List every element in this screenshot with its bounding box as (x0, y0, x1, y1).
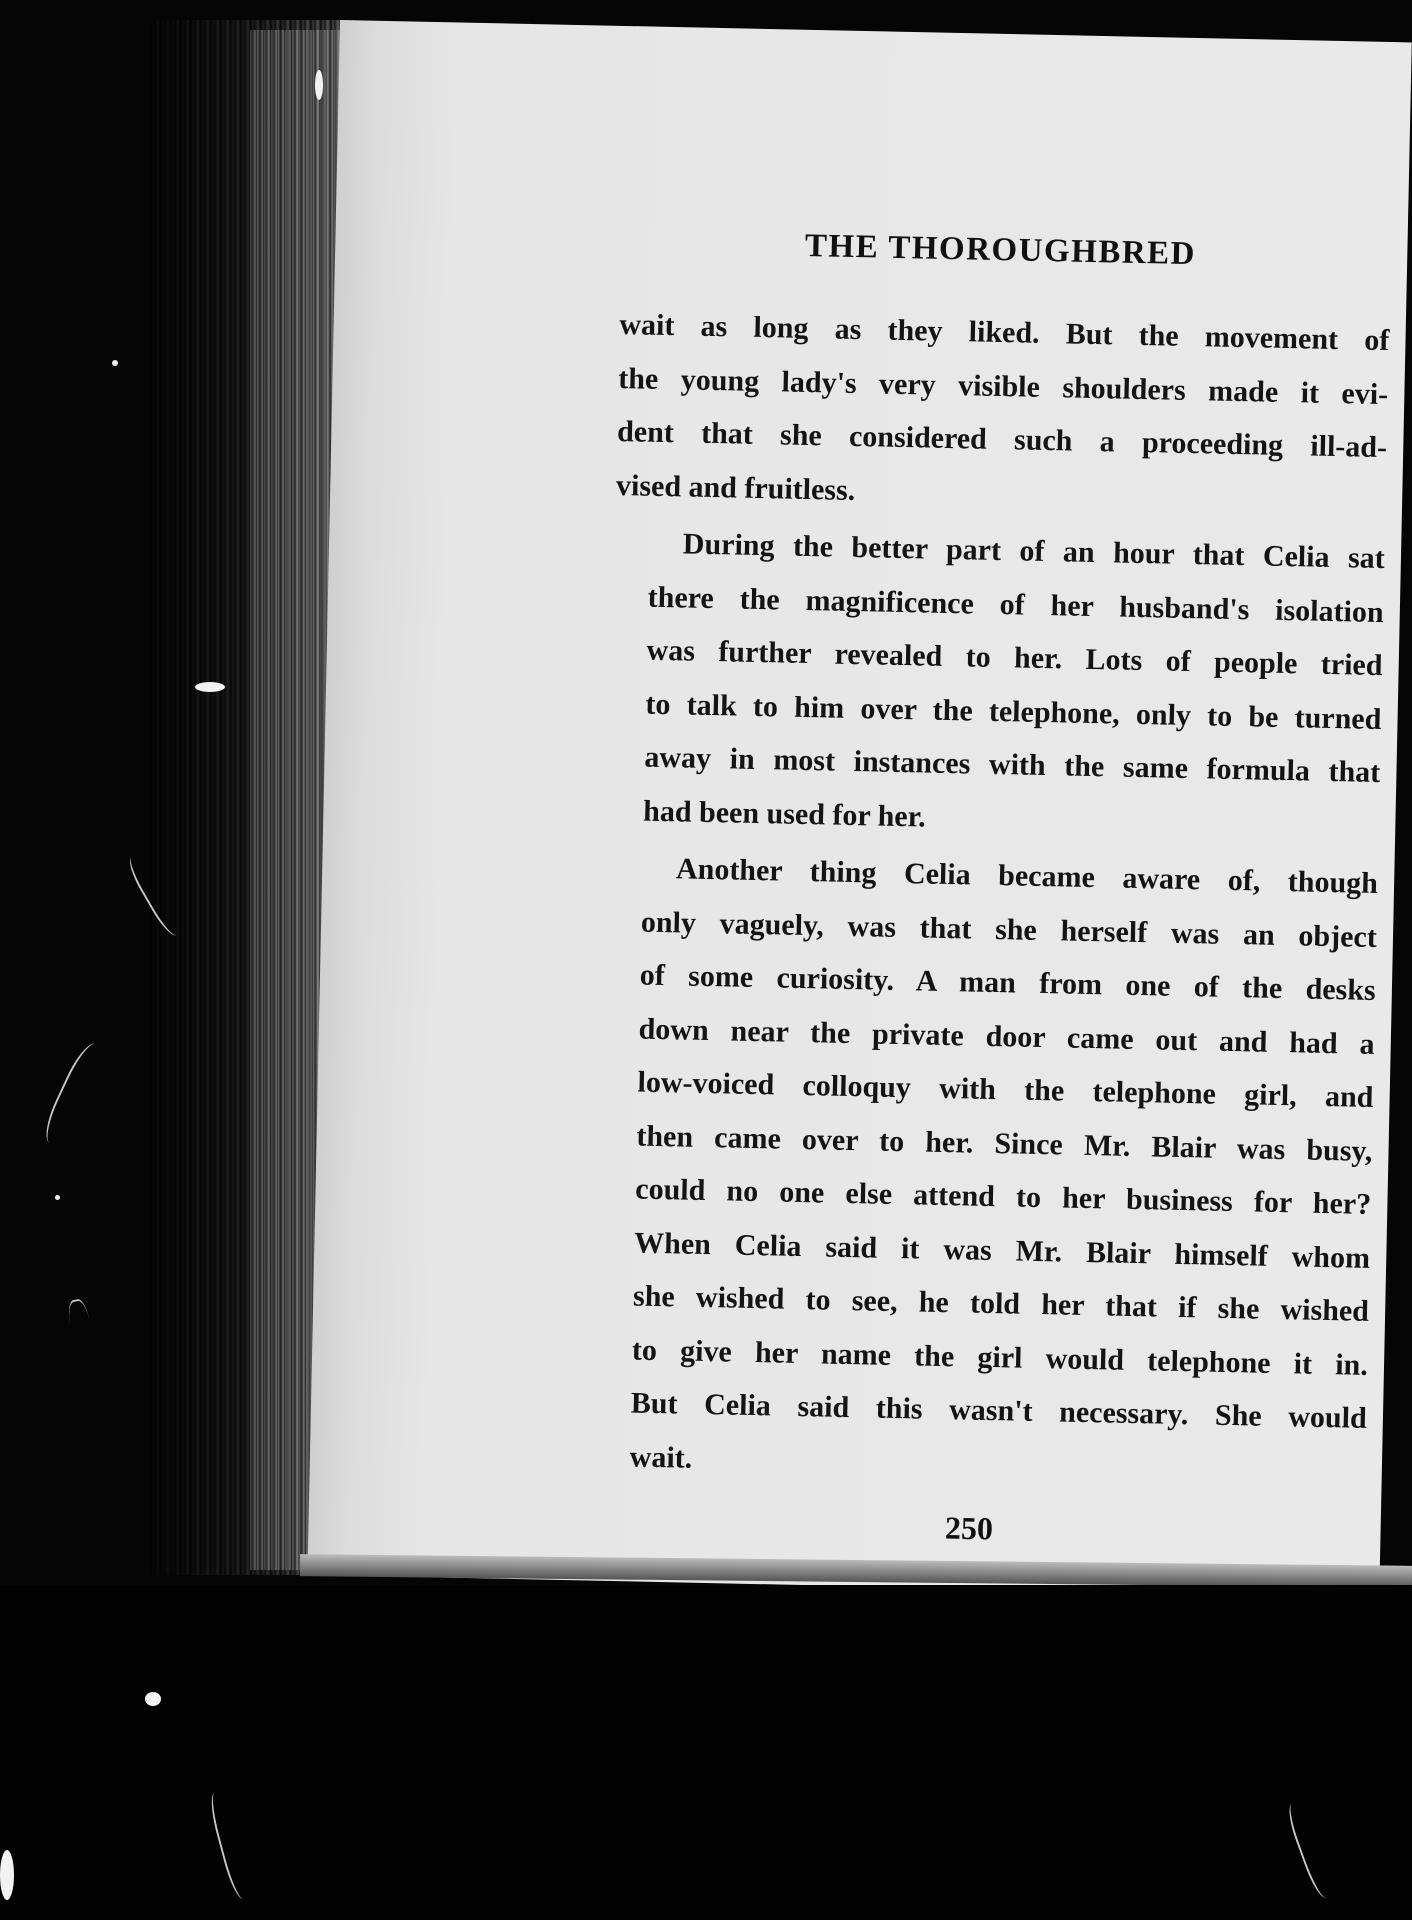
text-line: then came over to her. Since Mr. Blair was busy, (636, 1119, 1373, 1168)
text-line: she wished to see, he told her that if she wished (632, 1279, 1370, 1328)
text-line: to talk to him over the telephone, only to be turned (645, 687, 1382, 736)
text-line: Another thing Celia became aware of, though (675, 852, 1379, 900)
text-line: was further revealed to her. Lots of people tried (646, 633, 1383, 683)
text-line: When Celia said it was Mr. Blair himself whom (633, 1226, 1371, 1275)
paragraph-3 (595, 841, 1378, 1499)
scan-speck (0, 1850, 14, 1900)
text-line: low-voiced colloquy with the telephone girl, and (637, 1065, 1374, 1114)
scan-speck (112, 360, 118, 366)
text-line: to give her name the girl would telephone it in. (631, 1332, 1369, 1382)
text-line: had been used for her. (642, 794, 927, 834)
scan-speck (315, 70, 323, 100)
page-body-text (595, 298, 1390, 1503)
scan-scratch (66, 1298, 96, 1363)
scan-speck (145, 1692, 161, 1706)
text-line: wait. (629, 1439, 693, 1475)
text-line: dent that she considered such a proceeding ill-ad- (616, 414, 1388, 465)
paragraph-1 (616, 298, 1390, 528)
scan-scratch (38, 1038, 113, 1151)
text-line: of some curiosity. A man from one of the desks (639, 958, 1377, 1007)
running-head: THE THOROUGHBRED (804, 228, 1197, 273)
scan-speck (55, 1195, 60, 1200)
text-line: wait as long as they liked. But the movement of (619, 307, 1390, 358)
paragraph-2 (609, 516, 1386, 853)
text-line: During the better part of an hour that Celia sat (682, 527, 1386, 576)
text-line: could no one else attend to her business for her? (634, 1172, 1372, 1221)
text-line: down near the private door came out and had a (638, 1012, 1375, 1061)
text-line: only vaguely, was that she herself was an object (640, 905, 1378, 954)
page-number: 250 (944, 1509, 994, 1547)
text-line: there the magnificence of her husband's isolation (647, 580, 1384, 629)
text-line: But Celia said this wasn't necessary. She would (630, 1386, 1368, 1435)
scan-speck (195, 682, 225, 692)
text-line: away in most instances with the same formula that (644, 740, 1381, 790)
text-line: the young lady's very visible shoulders made it evi- (617, 361, 1389, 411)
scan-bottom-background (0, 1585, 1412, 1920)
text-line: vised and fruitless. (615, 468, 856, 507)
